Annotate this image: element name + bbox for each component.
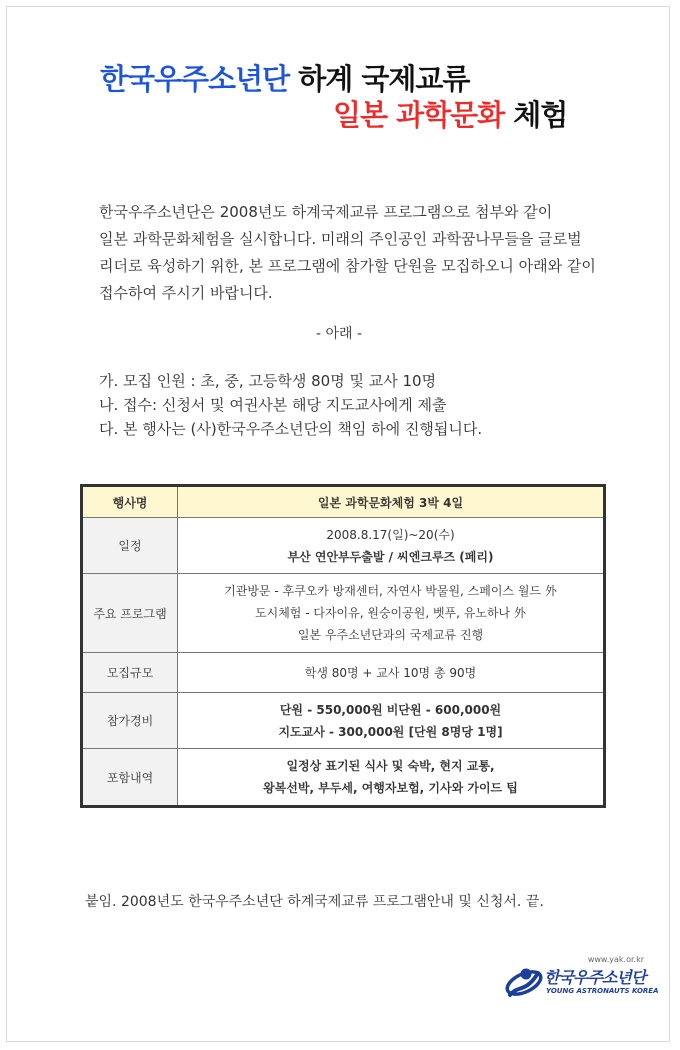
logo-url: www.yak.or.kr — [587, 955, 644, 964]
table-value-schedule — [178, 518, 605, 574]
title-line-2 — [333, 93, 567, 134]
title-organization: 한국우주소년단 — [100, 62, 290, 96]
schedule-date: 2008.8.17(일)~20(수) — [326, 527, 455, 542]
table-label-schedule: 일정 — [82, 518, 178, 574]
table-row — [82, 749, 605, 807]
cost-line: 지도교사 - 300,000원 [단원 8명당 1명] — [278, 724, 503, 739]
notice-item: 다. 본 행사는 (사)한국우주소년단의 책임 하에 진행됩니다. — [99, 420, 483, 438]
notice-item: 나. 접수: 신청서 및 여권사본 해당 지도교사에게 제출 — [99, 396, 447, 414]
program-line: 일본 우주소년단과의 국제교류 진행 — [297, 628, 484, 642]
astronaut-swoosh-icon — [504, 963, 544, 999]
table-value-program — [178, 574, 605, 653]
event-info-table — [80, 484, 606, 808]
cost-line: 단원 - 550,000원 비단원 - 600,000원 — [279, 702, 502, 717]
logo-korean-text: 한국우주소년단 — [544, 968, 646, 987]
intro-line: 접수하여 주시기 바랍니다. — [99, 284, 273, 302]
includes-line: 왕복선박, 부두세, 여행자보험, 기사와 가이드 팁 — [263, 781, 518, 795]
section-divider-label: - 아래 - — [315, 326, 363, 342]
table-value-cost — [178, 693, 605, 749]
table-value-event: 일본 과학문화체험 3박 4일 — [178, 486, 605, 518]
program-line: 기관방문 - 후쿠오카 방재센터, 자연사 박물원, 스페이스 월드 外 — [224, 584, 557, 598]
intro-line: 리더로 육성하기 위한, 본 프로그램에 참가할 단원을 모집하오니 아래와 같이 — [99, 257, 596, 275]
table-row — [82, 574, 605, 653]
notice-items — [99, 369, 482, 441]
table-row — [82, 653, 605, 693]
table-label-includes: 포함내역 — [82, 749, 178, 807]
title-suffix: 체험 — [504, 98, 568, 132]
table-label-event: 행사명 — [82, 486, 178, 518]
program-line: 도시체험 - 다자이유, 원숭이공원, 벳푸, 유노하나 外 — [255, 606, 526, 620]
table-value-scale: 학생 80명 + 교사 10명 총 90명 — [178, 653, 605, 693]
table-label-cost: 참가경비 — [82, 693, 178, 749]
table-value-includes — [178, 749, 605, 807]
intro-line: 한국우주소년단은 2008년도 하계국제교류 프로그램으로 첨부와 같이 — [99, 203, 553, 221]
attachment-note: 붙임. 2008년도 한국우주소년단 하계국제교류 프로그램안내 및 신청서. 끝. — [85, 894, 544, 910]
logo-english-text: YOUNG ASTRONAUTS KOREA — [546, 987, 659, 995]
table-row — [82, 518, 605, 574]
title-highlight: 일본 과학문화 — [333, 98, 505, 132]
schedule-route: 부산 연안부두출발 / 씨엔크루즈 (페리) — [287, 549, 494, 564]
table-row — [82, 486, 605, 518]
organization-logo — [504, 955, 659, 1003]
title-line-1 — [100, 57, 469, 98]
table-row — [82, 693, 605, 749]
table-label-scale: 모집규모 — [82, 653, 178, 693]
intro-line: 일본 과학문화체험을 실시합니다. 미래의 주인공인 과학꿈나무들을 글로벌 — [99, 230, 582, 248]
document-page — [6, 6, 670, 1042]
intro-paragraph — [99, 199, 619, 307]
notice-item: 가. 모집 인원 : 초, 중, 고등학생 80명 및 교사 10명 — [99, 372, 437, 390]
title-event: 하계 국제교류 — [289, 62, 470, 96]
includes-line: 일정상 표기된 식사 및 숙박, 현지 교통, — [286, 759, 495, 773]
table-label-program: 주요 프로그램 — [82, 574, 178, 653]
